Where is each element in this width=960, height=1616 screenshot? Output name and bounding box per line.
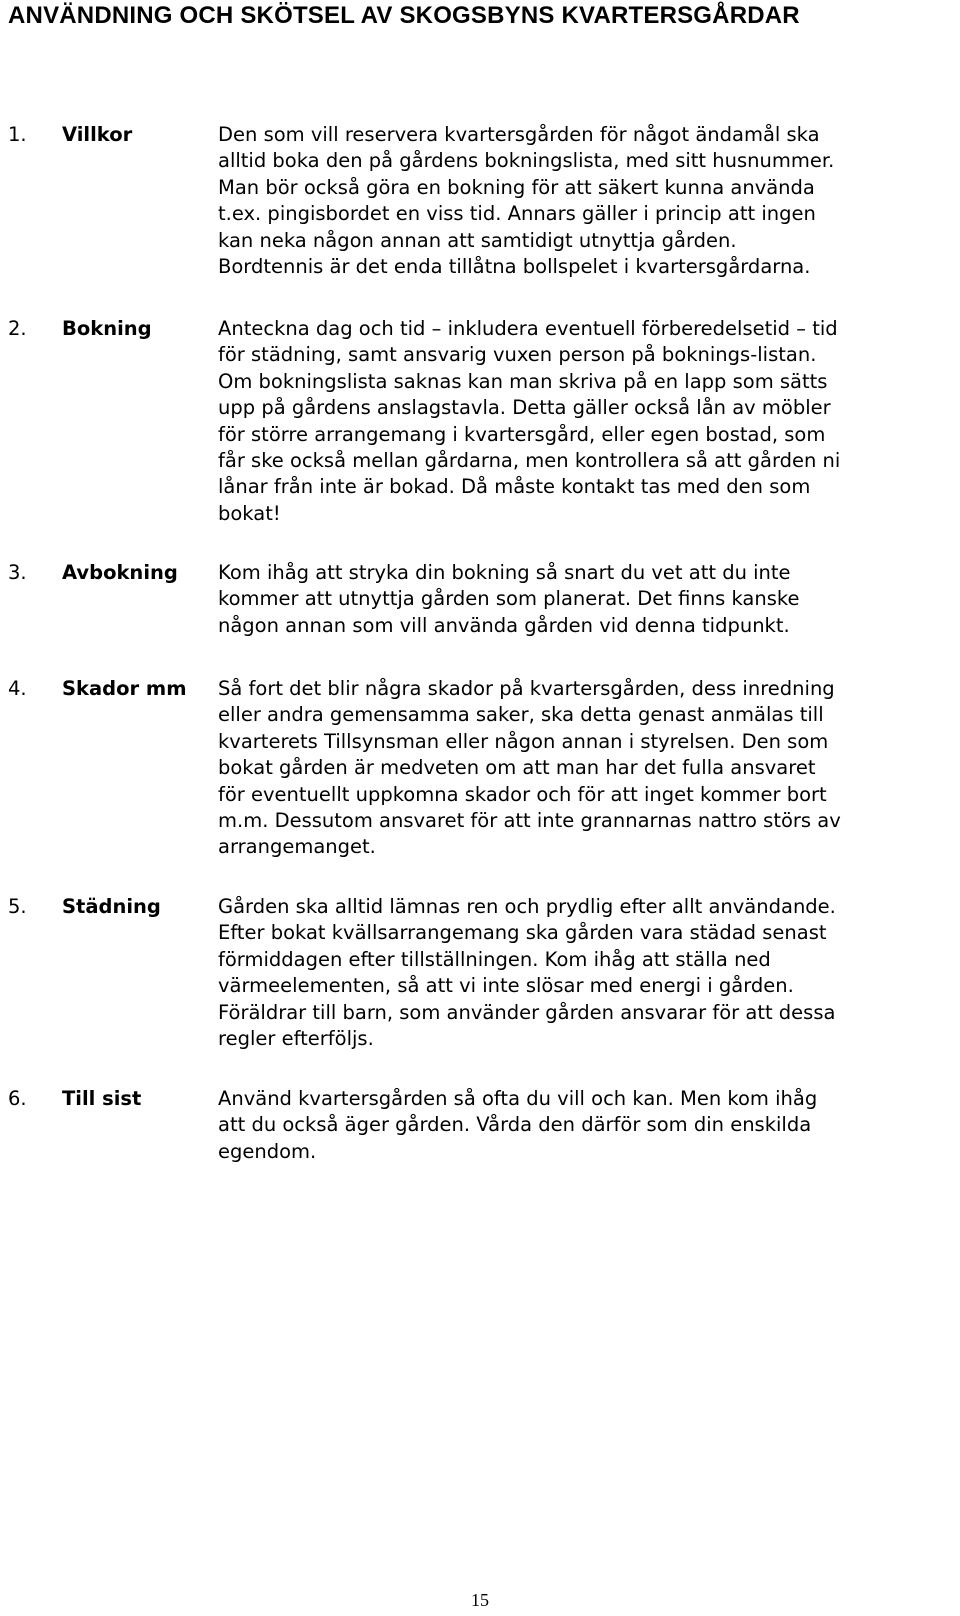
section-heading: Bokning <box>62 317 152 340</box>
section-body-line: får ske också mellan gårdarna, men kontrollera så att gården ni <box>218 449 841 473</box>
section-body-line: upp på gårdens anslagstavla. Detta gäller också lån av möbler <box>218 396 831 420</box>
section-heading: Villkor <box>62 123 133 146</box>
section-body-line: någon annan som vill använda gården vid denna tidpunkt. <box>218 613 790 637</box>
section-body-line: bokat gården är medveten om att man har det fulla ansvaret <box>218 756 816 780</box>
section-number: 2. <box>8 317 27 340</box>
section-body-line: Gården ska alltid lämnas ren och prydlig efter allt användande. <box>218 895 836 918</box>
section-number: 1. <box>8 123 27 146</box>
section-number: 3. <box>8 561 27 584</box>
section-body <box>218 1086 928 1165</box>
section-body-line: Efter bokat kvällsarrangemang ska gården vara städad senast <box>218 921 827 945</box>
section-heading: Till sist <box>62 1087 142 1110</box>
section-body-line: Använd kvartersgården så ofta du vill och kan. Men kom ihåg <box>218 1087 818 1110</box>
section-body-line: värmeelementen, så att vi inte slösar med energi i gården. <box>218 974 794 998</box>
section-body-line: bokat! <box>218 501 281 525</box>
section-body-line: att du också äger gården. Vårda den därför som din enskilda <box>218 1113 812 1137</box>
section-heading: Avbokning <box>62 561 178 584</box>
section-body-line: Anteckna dag och tid – inkludera eventuell förberedelsetid – tid <box>218 317 838 340</box>
section-body-line: kan neka någon annan att samtidigt utnyttja gården. <box>218 228 737 252</box>
section-body <box>218 122 928 280</box>
section-body-line: m.m. Dessutom ansvaret för att inte grannarnas nattro störs av <box>218 809 841 833</box>
section-body <box>218 316 928 527</box>
section-body-line: lånar från inte är bokad. Då måste kontakt tas med den som <box>218 475 811 499</box>
section-body-line: för eventuellt uppkomna skador och för att inget kommer bort <box>218 782 827 806</box>
section-body-line: egendom. <box>218 1139 317 1163</box>
section-heading: Skador mm <box>62 677 187 700</box>
section-body-line: eller andra gemensamma saker, ska detta genast anmälas till <box>218 703 824 727</box>
section-body-line: för städning, samt ansvarig vuxen person på boknings-listan. <box>218 343 817 367</box>
section-body-line: Den som vill reservera kvartersgården för något ändamål ska <box>218 123 820 146</box>
section-heading: Städning <box>62 895 161 918</box>
section-body-line: arrangemanget. <box>218 835 376 859</box>
section-body-line: kommer att utnyttja gården som planerat. Det finns kanske <box>218 587 800 611</box>
section-body-line: Så fort det blir några skador på kvartersgården, dess inredning <box>218 677 835 700</box>
section-body <box>218 560 928 639</box>
page-title: ANVÄNDNING OCH SKÖTSEL AV SKOGSBYNS KVARTERSGÅRDAR <box>8 2 800 29</box>
section-number: 4. <box>8 677 27 700</box>
section-body-line: Bordtennis är det enda tillåtna bollspelet i kvartersgårdarna. <box>218 255 811 279</box>
section-body-line: alltid boka den på gårdens bokningslista, med sitt husnummer. <box>218 149 835 173</box>
section-body-line: kvarterets Tillsynsman eller någon annan i styrelsen. Den som <box>218 729 829 753</box>
section-body-line: Man bör också göra en bokning för att säkert kunna använda <box>218 175 815 199</box>
section-body-line: förmiddagen efter tillställningen. Kom ihåg att ställa ned <box>218 947 771 971</box>
section-body-line: Om bokningslista saknas kan man skriva på en lapp som sätts <box>218 369 828 393</box>
section-body-line: t.ex. pingisbordet en viss tid. Annars gäller i princip att ingen <box>218 202 816 226</box>
page-number: 15 <box>471 1590 489 1610</box>
section-body-line: Kom ihåg att stryka din bokning så snart du vet att du inte <box>218 561 791 584</box>
section-number: 6. <box>8 1087 27 1110</box>
section-body <box>218 894 928 1052</box>
section-body-line: för större arrangemang i kvartersgård, eller egen bostad, som <box>218 422 826 446</box>
section-body <box>218 676 928 861</box>
section-body-line: regler efterföljs. <box>218 1027 374 1051</box>
section-number: 5. <box>8 895 27 918</box>
section-body-line: Föräldrar till barn, som använder gården ansvarar för att dessa <box>218 1000 836 1024</box>
